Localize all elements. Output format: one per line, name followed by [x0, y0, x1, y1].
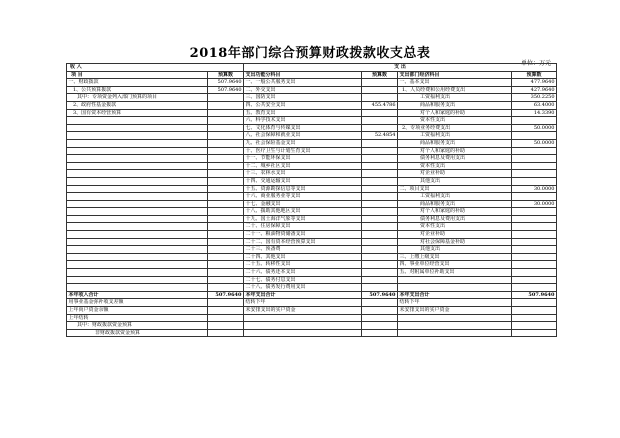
table-cell: 507.9640 [512, 291, 557, 299]
table-cell: 四、公共安全支出 [244, 101, 362, 109]
table-cell [362, 276, 398, 284]
table-row [67, 208, 557, 216]
table-cell: 455.4786 [362, 101, 398, 109]
table-cell [67, 147, 208, 155]
table-row [67, 162, 557, 170]
table-row [67, 139, 557, 147]
table-row [67, 276, 557, 284]
table-cell [208, 147, 244, 155]
table-cell [208, 231, 244, 239]
table-cell: 十九、国土海洋气象等支出 [244, 215, 362, 223]
table-cell [512, 147, 557, 155]
table-cell [67, 231, 208, 239]
table-cell [398, 276, 512, 284]
table-cell [67, 200, 208, 208]
table-cell [208, 155, 244, 163]
table-cell: 债务利息及费用支出 [398, 155, 512, 163]
table-cell [67, 117, 208, 125]
table-row [67, 284, 557, 292]
table-cell [67, 223, 208, 231]
table-cell [362, 261, 398, 269]
table-row [67, 101, 557, 109]
table-cell: 商品和服务支出 [398, 101, 512, 109]
table-cell: 二、项目支出 [398, 185, 512, 193]
table-cell [512, 208, 557, 216]
table-cell [362, 117, 398, 125]
total-row [67, 291, 557, 299]
table-cell: 30.0000 [512, 200, 557, 208]
table-cell: 50.0000 [512, 139, 557, 147]
table-row [67, 200, 557, 208]
col-header: 支出部门经济科目 [398, 71, 512, 79]
table-cell [362, 322, 398, 330]
table-row [67, 124, 557, 132]
table-cell [362, 124, 398, 132]
table-cell: 二、外交支出 [244, 86, 362, 94]
table-cell [362, 314, 398, 322]
table-cell: 债务利息及费用支出 [398, 215, 512, 223]
table-cell [398, 314, 512, 322]
table-cell [244, 329, 362, 337]
table-cell: 其他支出 [398, 246, 512, 254]
table-cell [362, 94, 398, 102]
table-row [67, 231, 557, 239]
table-cell: 2、专项业务经费支出 [398, 124, 512, 132]
table-cell: 工资福利支出 [398, 132, 512, 140]
col-header: 预算数 [208, 71, 244, 79]
table-row [67, 155, 557, 163]
col-header: 项 目 [67, 71, 208, 79]
table-cell [208, 215, 244, 223]
table-cell: 上年尚户资金余额 [67, 307, 208, 315]
table-row [67, 322, 557, 330]
table-cell [362, 177, 398, 185]
table-cell: 非财政拨款资金预算 [67, 329, 208, 337]
table-row [67, 185, 557, 193]
table-cell: 未安排支出的实户资金 [398, 307, 512, 315]
table-cell [67, 238, 208, 246]
table-cell: 二十七、债务付息支出 [244, 276, 362, 284]
table-cell [208, 253, 244, 261]
table-cell: 十、医疗卫生与计划生育支出 [244, 147, 362, 155]
table-cell [362, 109, 398, 117]
table-cell: 四、事业单位经营支出 [398, 261, 512, 269]
table-cell: 其他支出 [398, 177, 512, 185]
table-cell [362, 307, 398, 315]
table-row [67, 314, 557, 322]
col-header: 支出功能分科目 [244, 71, 362, 79]
table-cell [398, 322, 512, 330]
table-row [67, 215, 557, 223]
table-cell [67, 253, 208, 261]
table-cell [208, 269, 244, 277]
table-cell [362, 155, 398, 163]
col-header: 预算数 [362, 71, 398, 79]
table-cell [512, 162, 557, 170]
table-cell [362, 147, 398, 155]
table-cell: 本年支出合计 [244, 291, 362, 299]
table-cell [208, 124, 244, 132]
table-cell: 一、基本支出 [398, 79, 512, 87]
table-cell: 工资福利支出 [398, 193, 512, 201]
table-cell [67, 193, 208, 201]
table-row [67, 86, 557, 94]
table-cell: 十一、节能环保支出 [244, 155, 362, 163]
table-cell: 14.3390 [512, 109, 557, 117]
table-cell [362, 79, 398, 87]
table-row [67, 117, 557, 125]
table-cell: 507.9640 [362, 291, 398, 299]
table-row [67, 177, 557, 185]
table-cell: 3、国有资本经营预算 [67, 109, 208, 117]
table-cell: 十八、援助其他地区支出 [244, 208, 362, 216]
table-cell [67, 208, 208, 216]
table-cell [512, 177, 557, 185]
table-cell [362, 329, 398, 337]
table-cell [208, 200, 244, 208]
table-cell: 50.0000 [512, 124, 557, 132]
table-cell [208, 185, 244, 193]
table-cell [362, 162, 398, 170]
table-row [67, 94, 557, 102]
table-cell [208, 284, 244, 292]
table-cell: 九、社会保险基金支出 [244, 139, 362, 147]
table-cell [67, 155, 208, 163]
table-cell [512, 117, 557, 125]
table-row [67, 307, 557, 315]
table-cell: 十三、农林水支出 [244, 170, 362, 178]
table-row [67, 261, 557, 269]
table-cell: 十七、金融支出 [244, 200, 362, 208]
table-cell [208, 177, 244, 185]
table-cell [67, 269, 208, 277]
table-cell [67, 132, 208, 140]
table-cell: 对个人和家庭的补助 [398, 208, 512, 216]
table-row [67, 253, 557, 261]
table-cell [208, 276, 244, 284]
table-cell: 1、人员经费和公用经费支出 [398, 86, 512, 94]
table-cell [512, 253, 557, 261]
table-cell [512, 299, 557, 307]
table-cell: 上年结转 [67, 314, 208, 322]
table-row [67, 299, 557, 307]
table-cell: 二十一、粮油物资储备支出 [244, 231, 362, 239]
table-cell [362, 86, 398, 94]
table-cell [208, 322, 244, 330]
income-group-label: 收 入 [67, 64, 208, 72]
column-header-row [67, 71, 557, 79]
table-cell: 63.4000 [512, 101, 557, 109]
table-cell: 十四、交通运输支出 [244, 177, 362, 185]
table-cell [362, 208, 398, 216]
table-cell [208, 314, 244, 322]
table-cell: 结转下年 [398, 299, 512, 307]
table-cell: 三、上缴上级支出 [398, 253, 512, 261]
table-row [67, 109, 557, 117]
table-row [67, 238, 557, 246]
table-cell [512, 238, 557, 246]
table-cell [512, 155, 557, 163]
table-row [67, 193, 557, 201]
table-cell [362, 185, 398, 193]
table-cell [208, 329, 244, 337]
table-row [67, 329, 557, 337]
table-cell: 二十四、其他支出 [244, 253, 362, 261]
table-cell [208, 94, 244, 102]
table-cell [67, 246, 208, 254]
table-cell [208, 139, 244, 147]
table-cell: 其中：财政拨款资金预算 [67, 322, 208, 330]
table-cell: 商品和服务支出 [398, 200, 512, 208]
table-cell: 二十三、预备费 [244, 246, 362, 254]
group-header-row [67, 64, 557, 72]
table-cell: 507.9640 [208, 86, 244, 94]
col-header: 预算数 [512, 71, 557, 79]
table-cell [512, 307, 557, 315]
table-cell [398, 284, 512, 292]
table-cell: 结转下年 [244, 299, 362, 307]
table-cell: 用事业基金弥补收支差额 [67, 299, 208, 307]
expense-group-label: 支 出 [244, 64, 557, 72]
unit-label: 单位：万元 [520, 60, 551, 67]
table-cell [362, 284, 398, 292]
table-cell [208, 208, 244, 216]
table-cell: 商品和服务支出 [398, 139, 512, 147]
table-cell: 2、政府性基金拨款 [67, 101, 208, 109]
table-cell [362, 246, 398, 254]
table-cell [208, 307, 244, 315]
table-cell: 507.9640 [208, 291, 244, 299]
table-cell: 对个人和家庭的补助 [398, 147, 512, 155]
table-cell [512, 284, 557, 292]
table-cell [208, 223, 244, 231]
table-cell: 对企业补助 [398, 231, 512, 239]
table-cell [512, 246, 557, 254]
table-cell: 其中：专项资金列入部门预算的项目 [67, 94, 208, 102]
table-row [67, 170, 557, 178]
table-cell [67, 124, 208, 132]
table-cell: 二十、住房保障支出 [244, 223, 362, 231]
table-cell [67, 261, 208, 269]
table-cell [67, 177, 208, 185]
page-title: 2018年部门综合预算财政拨款收支总表 [189, 46, 431, 61]
table-cell [362, 238, 398, 246]
table-cell: 350.2250 [512, 94, 557, 102]
table-cell [208, 109, 244, 117]
table-cell: 资本性支出 [398, 117, 512, 125]
table-cell [67, 162, 208, 170]
table-cell [208, 261, 244, 269]
table-cell [67, 215, 208, 223]
table-cell [208, 299, 244, 307]
table-cell: 对企业补助 [398, 170, 512, 178]
table-cell [208, 193, 244, 201]
table-row [67, 246, 557, 254]
table-cell: 八、社会保障和就业支出 [244, 132, 362, 140]
table-cell [67, 185, 208, 193]
table-cell: 本年收入合计 [67, 291, 208, 299]
table-cell [512, 329, 557, 337]
table-row [67, 223, 557, 231]
table-cell [362, 193, 398, 201]
table-cell: 二十六、债务还本支出 [244, 269, 362, 277]
table-cell [512, 269, 557, 277]
table-cell: 五、教育支出 [244, 109, 362, 117]
table-cell: 三、国防支出 [244, 94, 362, 102]
table-cell [244, 314, 362, 322]
table-row [67, 132, 557, 140]
table-cell: 二十二、国有资本经营预算支出 [244, 238, 362, 246]
table-cell: 507.9640 [208, 79, 244, 87]
table-cell: 未安排支出的实户资金 [244, 307, 362, 315]
table-cell [512, 276, 557, 284]
table-cell: 十二、城乡社区支出 [244, 162, 362, 170]
table-cell: 477.9640 [512, 79, 557, 87]
table-cell [362, 215, 398, 223]
table-cell [208, 246, 244, 254]
table-cell: 对社会保障基金补助 [398, 238, 512, 246]
table-cell [67, 284, 208, 292]
table-cell [362, 200, 398, 208]
table-cell [512, 223, 557, 231]
table-cell [512, 231, 557, 239]
table-cell [208, 238, 244, 246]
table-cell [512, 170, 557, 178]
table-cell: 二十八、债务发行费用支出 [244, 284, 362, 292]
table-cell: 资本性支出 [398, 162, 512, 170]
table-cell [398, 329, 512, 337]
table-cell: 一、一般公共服务支出 [244, 79, 362, 87]
table-cell [512, 261, 557, 269]
table-cell [512, 215, 557, 223]
table-cell: 52.4854 [362, 132, 398, 140]
table-cell [362, 231, 398, 239]
table-cell [208, 117, 244, 125]
table-cell: 十六、商业服务业等支出 [244, 193, 362, 201]
table-cell: 对个人和家庭的补助 [398, 109, 512, 117]
table-cell [362, 299, 398, 307]
table-cell: 资本性支出 [398, 223, 512, 231]
table-row [67, 147, 557, 155]
table-cell [362, 170, 398, 178]
table-cell: 六、科学技术支出 [244, 117, 362, 125]
table-cell: 工资福利支出 [398, 94, 512, 102]
table-cell: 427.9640 [512, 86, 557, 94]
table-cell [67, 139, 208, 147]
table-cell [208, 132, 244, 140]
table-cell [208, 162, 244, 170]
table-cell [362, 253, 398, 261]
table-cell [512, 322, 557, 330]
table-cell [362, 139, 398, 147]
table-cell: 一、财政拨款 [67, 79, 208, 87]
table-cell [512, 132, 557, 140]
table-cell [362, 223, 398, 231]
table-cell: 1、公共预算拨款 [67, 86, 208, 94]
table-cell [362, 269, 398, 277]
table-row [67, 79, 557, 87]
table-cell [67, 276, 208, 284]
table-cell: 五、对附属单位补助支出 [398, 269, 512, 277]
table-cell [512, 193, 557, 201]
table-cell [244, 322, 362, 330]
table-cell [208, 170, 244, 178]
table-row [67, 269, 557, 277]
table-cell: 十五、资源勘探信息等支出 [244, 185, 362, 193]
table-cell [512, 314, 557, 322]
table-cell: 30.0000 [512, 185, 557, 193]
table-cell: 本年支出合计 [398, 291, 512, 299]
table-cell [67, 170, 208, 178]
budget-table [66, 63, 557, 337]
table-cell [208, 101, 244, 109]
table-cell: 七、文化体育与传媒支出 [244, 124, 362, 132]
table-cell: 二十五、转移性支出 [244, 261, 362, 269]
